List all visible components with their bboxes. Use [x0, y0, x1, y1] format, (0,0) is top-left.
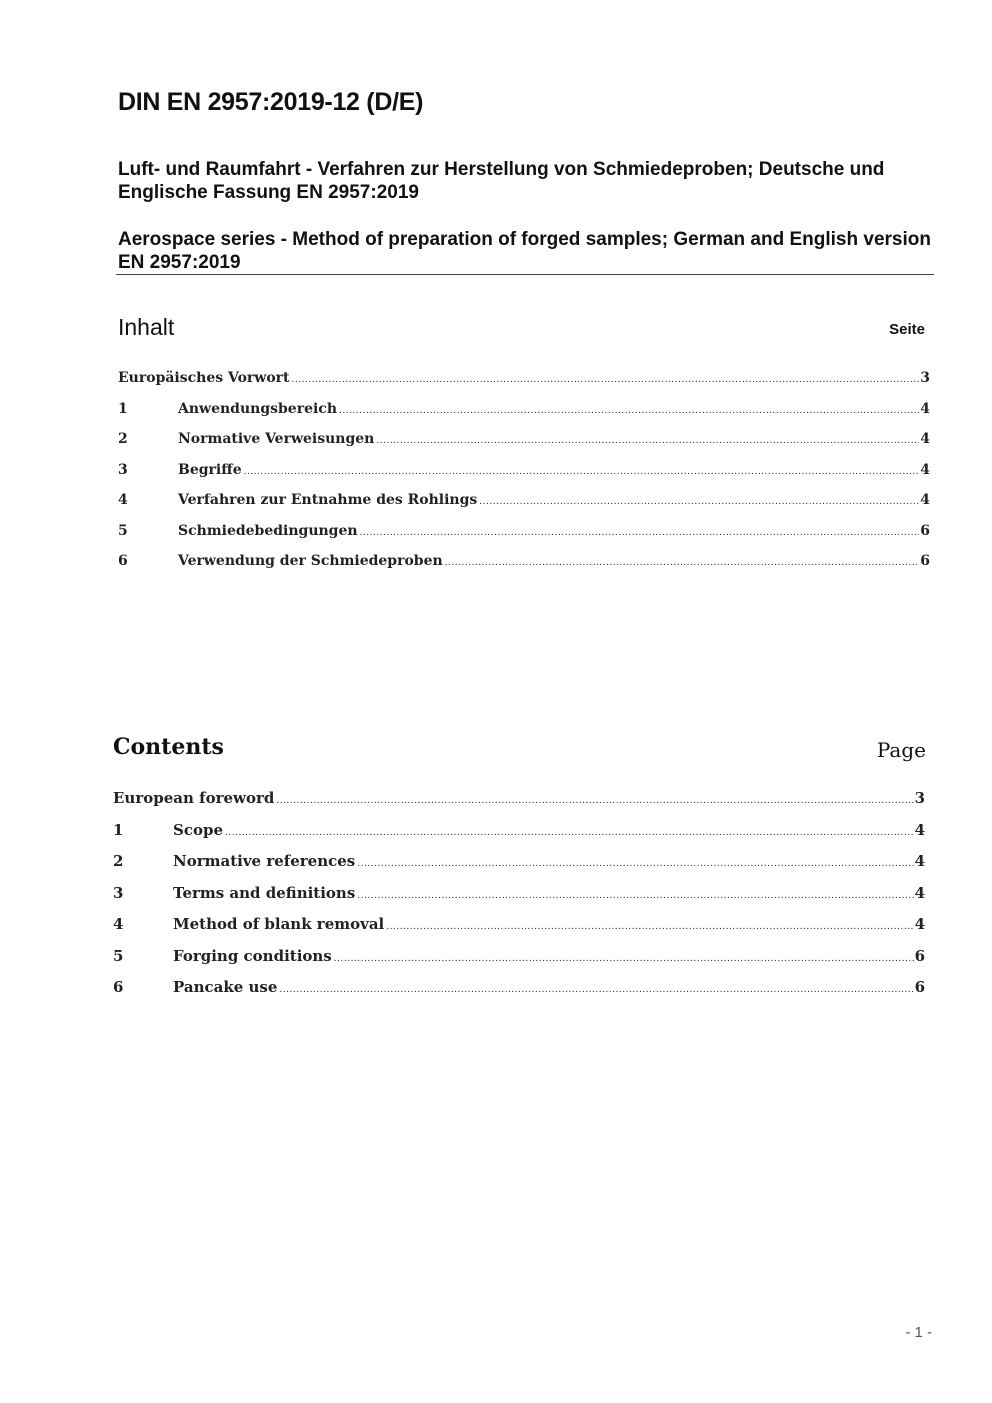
toc-entry-en-1[interactable] — [113, 821, 925, 853]
toc-entry-page: 3 — [914, 789, 925, 807]
toc-entry-number: 2 — [118, 431, 128, 447]
toc-entry-label: Schmiedebedingungen — [178, 522, 358, 539]
toc-entry-number: 4 — [118, 492, 128, 508]
title-english: Aerospace series - Method of preparation of forged samples; German and English version EN 2957:2019 — [118, 229, 931, 273]
toc-entry-label: Verwendung der Schmiedeproben — [178, 553, 443, 569]
toc-leader-dots — [244, 465, 920, 474]
toc-list-german — [118, 370, 930, 584]
toc-entry-de-1[interactable] — [118, 401, 930, 432]
toc-entry-label: Anwendungsbereich — [178, 400, 337, 417]
toc-entry-number: 2 — [113, 852, 124, 870]
toc-entry-label: Terms and definitions — [173, 883, 356, 902]
toc-leader-dots — [276, 794, 913, 803]
toc-leader-dots — [279, 983, 913, 992]
toc-entry-en-3[interactable] — [113, 884, 925, 916]
toc-entry-number: 3 — [118, 461, 128, 478]
toc-entry-number: 4 — [113, 915, 124, 933]
toc-entry-en-foreword[interactable] — [113, 789, 925, 821]
toc-leader-dots — [376, 434, 919, 443]
toc-entry-page: 6 — [920, 553, 930, 569]
toc-entry-de-5[interactable] — [118, 523, 930, 554]
toc-leader-dots — [360, 526, 920, 535]
toc-entry-de-6[interactable] — [118, 553, 930, 584]
toc-entry-page: 4 — [914, 820, 925, 839]
toc-entry-page: 4 — [920, 492, 930, 508]
toc-leader-dots — [445, 556, 920, 565]
toc-leader-dots — [225, 826, 914, 835]
toc-entry-page: 4 — [920, 400, 930, 417]
toc-entry-page: 4 — [914, 852, 925, 870]
toc-entry-label: Forging conditions — [173, 946, 332, 965]
toc-entry-label: Begriffe — [178, 461, 242, 478]
toc-leader-dots — [357, 857, 913, 866]
toc-entry-en-6[interactable] — [113, 978, 925, 1010]
toc-entry-number: 6 — [118, 553, 128, 569]
toc-entry-number: 5 — [113, 946, 124, 965]
toc-entry-page: 6 — [920, 522, 930, 539]
toc-entry-page: 6 — [914, 946, 925, 965]
toc-entry-de-4[interactable] — [118, 492, 930, 523]
toc-entry-label: Normative Verweisungen — [178, 431, 375, 447]
toc-entry-de-2[interactable] — [118, 431, 930, 462]
toc-entry-label: Method of blank removal — [173, 915, 385, 933]
toc-entry-label: Pancake use — [173, 978, 278, 996]
title-german: Luft- und Raumfahrt - Verfahren zur Herstellung von Schmiedeproben; Deutsche und Englische Fassung EN 2957:2019 — [118, 159, 885, 203]
toc-entry-number: 3 — [113, 883, 124, 902]
toc-leader-dots — [334, 952, 914, 961]
toc-leader-dots — [357, 889, 913, 898]
toc-heading-german: Inhalt — [118, 314, 175, 340]
toc-page-label-english: Page — [876, 738, 926, 762]
toc-page-label-german: Seite — [889, 321, 925, 338]
toc-entry-number: 6 — [113, 978, 124, 996]
toc-entry-page: 4 — [914, 883, 925, 902]
toc-list-english — [113, 789, 925, 1010]
toc-entry-page: 6 — [914, 978, 925, 996]
toc-entry-page: 4 — [914, 915, 925, 933]
page-number: - 1 - — [905, 1324, 932, 1341]
toc-leader-dots — [339, 404, 919, 413]
document-id: DIN EN 2957:2019-12 (D/E) — [118, 88, 424, 116]
toc-entry-page: 4 — [920, 461, 930, 478]
toc-leader-dots — [479, 495, 919, 504]
toc-entry-label: Verfahren zur Entnahme des Rohlings — [178, 492, 478, 508]
toc-entry-number: 1 — [113, 820, 124, 839]
toc-entry-label: Europäisches Vorwort — [118, 370, 290, 386]
toc-entry-page: 3 — [920, 370, 930, 386]
toc-entry-en-5[interactable] — [113, 947, 925, 979]
toc-entry-en-4[interactable] — [113, 915, 925, 947]
toc-entry-page: 4 — [920, 431, 930, 447]
toc-entry-number: 5 — [118, 522, 128, 539]
toc-entry-de-3[interactable] — [118, 462, 930, 493]
toc-leader-dots — [386, 920, 913, 929]
toc-entry-label: Normative references — [173, 852, 356, 870]
title-divider — [116, 274, 934, 275]
toc-entry-number: 1 — [118, 400, 128, 417]
toc-leader-dots — [292, 373, 920, 382]
toc-entry-label: Scope — [173, 820, 224, 839]
toc-entry-de-foreword[interactable] — [118, 370, 930, 401]
toc-entry-en-2[interactable] — [113, 852, 925, 884]
toc-heading-english: Contents — [113, 734, 224, 760]
toc-entry-label: European foreword — [113, 789, 275, 807]
